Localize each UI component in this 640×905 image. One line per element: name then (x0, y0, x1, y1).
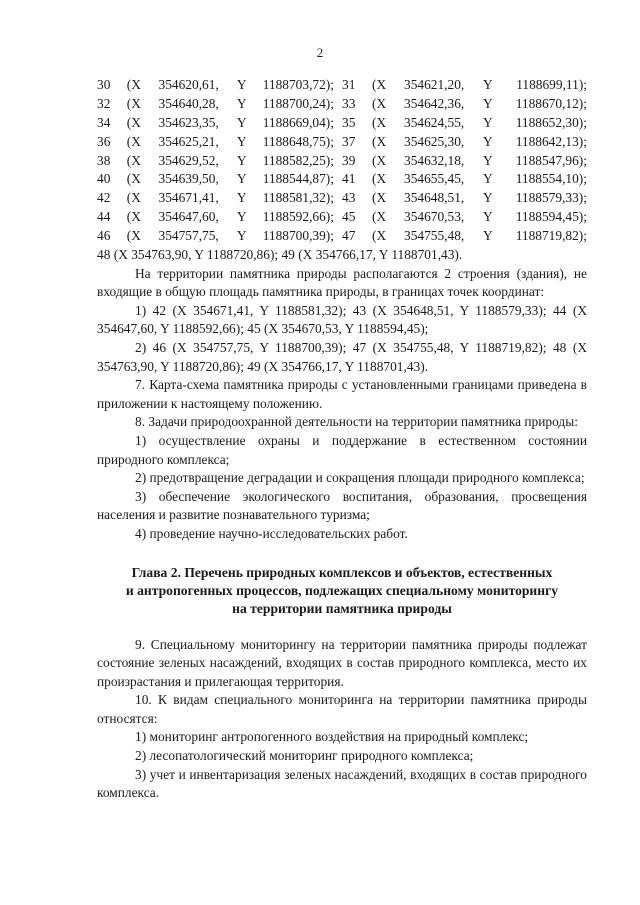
paragraph-9: 9. Специальному мониторингу на территории памятника природы подлежат состояние зеленых насаждений, входящих в состав природного комплекса, место их произрастания и прилегающая территория. (97, 636, 587, 689)
y-label: Y (483, 171, 493, 187)
coordinate-row (97, 189, 587, 208)
x-label: (X (372, 152, 387, 168)
y-value: 1188579,33); (515, 190, 587, 206)
x-label: (X (126, 171, 141, 187)
coordinate-point (97, 95, 342, 114)
y-value: 1188544,87); (262, 171, 334, 187)
x-label: (X (372, 95, 387, 111)
x-label: (X (372, 114, 387, 130)
y-value: 1188719,82); (515, 228, 587, 244)
point-number: 43 (342, 190, 356, 206)
coordinate-point (97, 76, 342, 95)
x-value: 354639,50, (158, 171, 219, 187)
coordinate-point (342, 152, 587, 171)
y-label: Y (483, 133, 493, 149)
paragraph-10: 10. К видам специального мониторинга на территории памятника природы относятся: (97, 692, 587, 726)
y-label: Y (236, 114, 247, 130)
paragraph-7: 7. Карта-схема памятника природы с установленными границами приведена в приложении к настоящему положению. (97, 377, 587, 411)
y-label: Y (483, 114, 493, 130)
coordinate-point (342, 133, 587, 152)
x-label: (X (126, 77, 141, 92)
chapter-heading-line-2: и антропогенных процессов, подлежащих специальному мониторингу (125, 582, 559, 598)
point-number: 40 (97, 171, 111, 187)
y-value: 1188582,25); (262, 152, 334, 168)
point-number: 32 (97, 95, 111, 111)
coordinate-point (97, 208, 342, 227)
y-value: 1188700,24); (262, 95, 334, 111)
y-label: Y (236, 152, 247, 168)
y-value: 1188703,72); (262, 77, 334, 92)
coordinate-point (342, 76, 587, 95)
page-number: 2 (316, 45, 324, 60)
coordinate-point (342, 114, 587, 133)
point-number: 35 (342, 114, 356, 130)
point-number: 38 (97, 152, 111, 168)
y-label: Y (236, 209, 247, 225)
building-1-coordinates: 1) 42 (X 354671,41, Y 1188581,32); 43 (X 354648,51, Y 1188579,33); 44 (X 354647,60, Y 1188592,66); 45 (X 354670,53, Y 1188594,45); (97, 302, 587, 337)
y-label: Y (236, 133, 247, 149)
coordinate-point (97, 152, 342, 171)
coordinate-point (97, 189, 342, 208)
y-label: Y (236, 77, 247, 92)
paragraph-8-item-1: 1) осуществление охраны и поддержание в естественном состоянии природного комплекса; (97, 432, 587, 467)
x-value: 354655,45, (404, 171, 465, 187)
y-label: Y (483, 77, 493, 92)
x-value: 354624,55, (404, 114, 465, 130)
coordinates-tail: 48 (X 354763,90, Y 1188720,86); 49 (X 354766,17, Y 1188701,43). (97, 247, 463, 263)
point-number: 44 (97, 209, 111, 225)
point-number: 30 (97, 77, 111, 92)
coordinate-row (97, 208, 587, 227)
x-value: 354647,60, (158, 209, 219, 225)
point-number: 31 (342, 77, 356, 92)
paragraph-8-item-4: 4) проведение научно-исследовательских работ. (135, 525, 408, 541)
coordinate-point (97, 133, 342, 152)
paragraph-10-item-3: 3) учет и инвентаризация зеленых насаждений, входящих в состав природного комплекса. (97, 766, 587, 801)
y-value: 1188699,11); (516, 77, 587, 92)
y-value: 1188669,04); (262, 114, 334, 130)
coordinate-row (97, 133, 587, 152)
chapter-heading-line-3: на территории памятника природы (232, 600, 452, 616)
point-number: 46 (97, 228, 111, 244)
x-label: (X (372, 133, 387, 149)
coordinate-point (342, 189, 587, 208)
x-label: (X (126, 133, 141, 149)
y-label: Y (483, 228, 493, 244)
point-number: 42 (97, 190, 111, 206)
y-label: Y (483, 152, 493, 168)
y-value: 1188670,12); (515, 95, 587, 111)
y-label: Y (236, 95, 247, 111)
chapter-heading-line-1: Глава 2. Перечень природных комплексов и объектов, естественных (131, 564, 553, 580)
paragraph-10-item-1: 1) мониторинг антропогенного воздействия на природный комплекс; (135, 729, 529, 745)
x-label: (X (372, 77, 387, 92)
x-value: 354632,18, (404, 152, 465, 168)
x-label: (X (372, 171, 387, 187)
paragraph-10-item-2: 2) лесопатологический мониторинг природного комплекса; (135, 748, 474, 764)
building-2-coordinates: 2) 46 (X 354757,75, Y 1188700,39); 47 (X 354755,48, Y 1188719,82); 48 (X 354763,90, Y 1188720,86); 49 (X 354766,17, Y 1188701,43). (97, 339, 587, 374)
y-value: 1188652,30); (515, 114, 587, 130)
coordinate-point (342, 227, 587, 246)
point-number: 45 (342, 209, 356, 225)
buildings-intro: На территории памятника природы располагаются 2 строения (здания), не входящие в общую площадь памятника природы, в границах точек координат: (97, 265, 587, 300)
coordinate-point (342, 170, 587, 189)
coordinate-list (97, 76, 587, 246)
x-value: 354648,51, (404, 190, 465, 206)
y-label: Y (483, 209, 493, 225)
point-number: 37 (342, 133, 356, 149)
y-value: 1188700,39); (262, 228, 334, 244)
x-value: 354671,41, (158, 190, 219, 206)
x-value: 354757,75, (158, 228, 219, 244)
y-label: Y (483, 190, 493, 206)
x-label: (X (126, 190, 141, 206)
x-label: (X (126, 209, 141, 225)
point-number: 36 (97, 133, 111, 149)
y-value: 1188642,13); (515, 133, 587, 149)
x-value: 354670,53, (404, 209, 465, 225)
coordinate-row (97, 170, 587, 189)
paragraph-8-item-2: 2) предотвращение деградации и сокращения площади природного комплекса; (135, 470, 585, 486)
x-label: (X (126, 152, 141, 168)
x-label: (X (126, 228, 141, 244)
x-value: 354623,35, (158, 114, 219, 130)
coordinate-point (342, 208, 587, 227)
x-value: 354625,30, (404, 133, 465, 149)
point-number: 47 (342, 228, 356, 244)
paragraph-8-item-3: 3) обеспечение экологического воспитания, образования, просвещения населения и развитие познавательного туризма; (97, 488, 587, 523)
x-label: (X (372, 228, 387, 244)
y-label: Y (236, 228, 247, 244)
coordinate-point (97, 227, 342, 246)
point-number: 34 (97, 114, 111, 130)
document-body (97, 76, 587, 803)
coordinate-row (97, 227, 587, 246)
y-label: Y (236, 171, 247, 187)
x-label: (X (372, 190, 387, 206)
point-number: 33 (342, 95, 356, 111)
y-value: 1188648,75); (262, 133, 334, 149)
y-label: Y (236, 190, 247, 206)
paragraph-8: 8. Задачи природоохранной деятельности на территории памятника природы: (135, 414, 578, 430)
x-value: 354640,28, (158, 95, 219, 111)
y-value: 1188581,32); (262, 190, 334, 206)
coordinate-row (97, 76, 587, 95)
point-number: 41 (342, 171, 356, 187)
point-number: 39 (342, 152, 356, 168)
coordinate-point (342, 95, 587, 114)
coordinate-row (97, 114, 587, 133)
coordinate-point (97, 114, 342, 133)
y-value: 1188592,66); (262, 209, 334, 225)
x-value: 354621,20, (404, 77, 465, 92)
coordinate-row (97, 152, 587, 171)
y-value: 1188554,10); (515, 171, 587, 187)
chapter-2-heading (97, 564, 587, 618)
x-label: (X (126, 114, 141, 130)
x-value: 354625,21, (158, 133, 219, 149)
x-label: (X (126, 95, 141, 111)
y-value: 1188594,45); (515, 209, 587, 225)
y-value: 1188547,96); (515, 152, 587, 168)
x-value: 354755,48, (404, 228, 465, 244)
coordinate-row (97, 95, 587, 114)
x-value: 354642,36, (404, 95, 465, 111)
x-value: 354629,52, (158, 152, 219, 168)
x-label: (X (372, 209, 387, 225)
coordinate-point (97, 170, 342, 189)
y-label: Y (483, 95, 493, 111)
x-value: 354620,61, (158, 77, 219, 92)
